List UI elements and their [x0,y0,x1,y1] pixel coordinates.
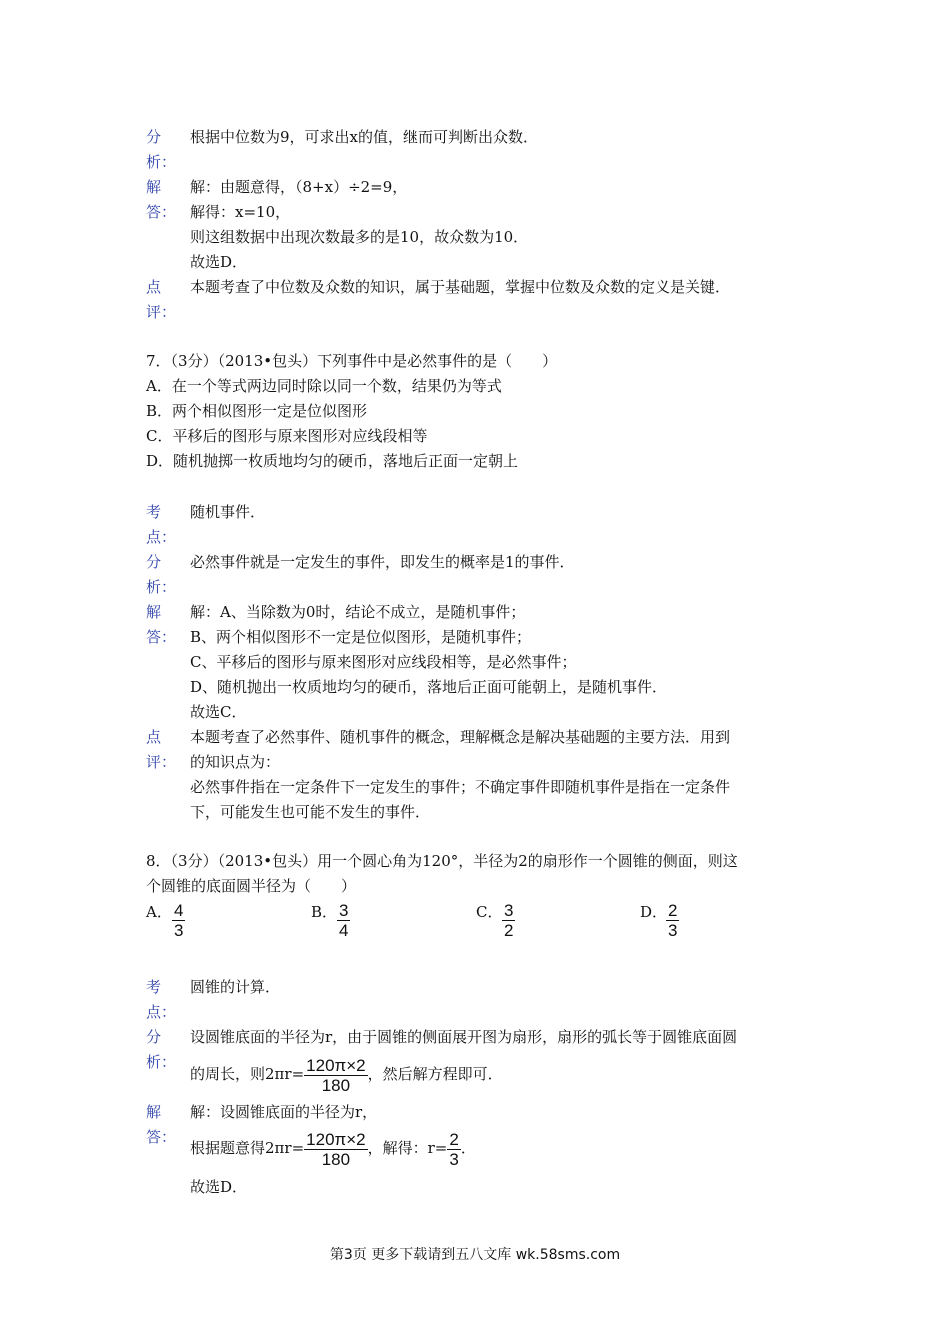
q6-answer-line: 故选D． [190,253,248,271]
q7-answer-line: C、平移后的图形与原来图形对应线段相等，是必然事件； [190,653,577,671]
q7-option-b: B．两个相似图形一定是位似图形 [146,402,368,420]
fraction-denominator: 2 [504,921,514,940]
label-analysis: 分 [146,553,162,571]
q7-answer-line: B、两个相似图形不一定是位似图形，是随机事件； [190,628,532,646]
fraction-denominator: 3 [174,921,184,940]
q8-stem-line: 8．（3分）（2013•包头）用一个圆心角为120°，半径为2的扇形作一个圆锥的侧面，则这 [146,852,738,870]
label-comment-2: 评： [146,303,177,321]
label-answer-2: 答： [146,628,177,646]
q8-answer-pre: 根据题意得2πr= [190,1139,305,1157]
fraction-numerator: 4 [174,901,184,920]
label-analysis-2: 析： [146,153,177,171]
q8-analysis-line [190,1053,503,1095]
label-analysis-2: 析： [146,1053,177,1071]
q8-answer-fraction [304,1130,367,1169]
label-comment: 点 [146,728,162,746]
q8-analysis-pre: 的周长，则2πr= [190,1065,305,1083]
q8-answer-line: 故选D． [190,1178,248,1196]
q8-option-a-letter: A． [146,903,172,921]
q7-comment-line: 必然事件指在一定条件下一定发生的事件；不确定事件即随机事件是指在一定条件 [190,778,731,796]
q7-answer-line: 解：A、当除数为0时，结论不成立，是随机事件； [190,603,526,621]
q6-answer-line: 则这组数据中出现次数最多的是10，故众数为10． [190,228,529,246]
fraction-numerator: 2 [449,1129,459,1149]
label-comment: 点 [146,278,162,296]
label-analysis-2: 析： [146,578,177,596]
label-answer: 解 [146,603,162,621]
label-point-2: 点： [146,528,177,546]
label-answer-2: 答： [146,1128,177,1146]
q8-stem-line: 个圆锥的底面圆半径为（ ） [146,877,357,895]
q8-answer-post: ． [460,1139,476,1157]
q7-answer-line: D、随机抛出一枚质地均匀的硬币，落地后正面可能朝上，是随机事件． [190,678,668,696]
fraction-denominator: 180 [321,1149,351,1169]
q7-analysis: 必然事件就是一定发生的事件，即发生的概率是1的事件． [190,553,575,571]
fraction-denominator: 180 [321,1075,351,1095]
fraction-numerator: 3 [504,901,514,920]
fraction-denominator: 3 [668,921,678,940]
q8-option-c-letter: C． [476,903,503,921]
q7-comment-line: 下，可能发生也可能不发生的事件． [190,803,431,821]
q7-option-a: A．在一个等式两边同时除以同一个数，结果仍为等式 [146,377,502,395]
q7-option-d: D．随机抛掷一枚质地均匀的硬币，落地后正面一定朝上 [146,452,519,470]
label-point: 考 [146,978,162,996]
label-point-2: 点： [146,1003,177,1021]
label-answer: 解 [146,178,162,196]
q8-option-b-fraction [337,901,350,940]
fraction-numerator: 2 [668,901,678,920]
q8-option-c-fraction [502,901,515,940]
q7-comment-line: 本题考查了必然事件、随机事件的概念，理解概念是解决基础题的主要方法．用到 [190,728,731,746]
q8-analysis-fraction [304,1056,367,1095]
q6-comment: 本题考查了中位数及众数的知识，属于基础题，掌握中位数及众数的定义是关键． [190,278,731,296]
q6-answer-line: 解：由题意得，（8+x）÷2=9， [190,178,408,196]
q8-analysis-post: ，然后解方程即可． [367,1065,503,1083]
q8-point: 圆锥的计算． [190,978,281,996]
q8-answer-line: 解：设圆锥底面的半径为r， [190,1103,378,1121]
q8-option-b-letter: B． [311,903,338,921]
fraction-numerator: 120π×2 [306,1129,366,1149]
q8-answer-line [190,1127,476,1169]
q8-option-a-fraction [172,901,185,940]
q8-answer-result-fraction [447,1130,460,1169]
page-footer: 第3页 更多下载请到五八文库 wk.58sms.com [329,1247,621,1263]
q8-option-d-fraction [666,901,679,940]
q7-option-c: C．平移后的图形与原来图形对应线段相等 [146,427,428,445]
q8-answer-mid: ，解得：r= [367,1139,448,1157]
fraction-numerator: 120π×2 [306,1055,366,1075]
q6-analysis: 根据中位数为9，可求出x的值，继而可判断出众数． [190,128,539,146]
q7-point: 随机事件． [190,503,266,521]
label-point: 考 [146,503,162,521]
q7-comment-line: 的知识点为： [190,753,281,771]
q6-answer-line: 解得：x=10， [190,203,291,221]
fraction-numerator: 3 [339,901,349,920]
label-answer: 解 [146,1103,162,1121]
q8-analysis-line: 设圆锥底面的半径为r，由于圆锥的侧面展开图为扇形，扇形的弧长等于圆锥底面圆 [190,1028,738,1046]
fraction-denominator: 3 [449,1149,459,1169]
label-analysis: 分 [146,1028,162,1046]
q7-answer-line: 故选C． [190,703,247,721]
fraction-denominator: 4 [339,921,349,940]
label-answer-2: 答： [146,203,177,221]
label-analysis: 分 [146,128,162,146]
label-comment-2: 评： [146,753,177,771]
q7-stem: 7．（3分）（2013•包头）下列事件中是必然事件的是（ ） [146,352,558,370]
q8-option-d-letter: D． [640,903,668,921]
